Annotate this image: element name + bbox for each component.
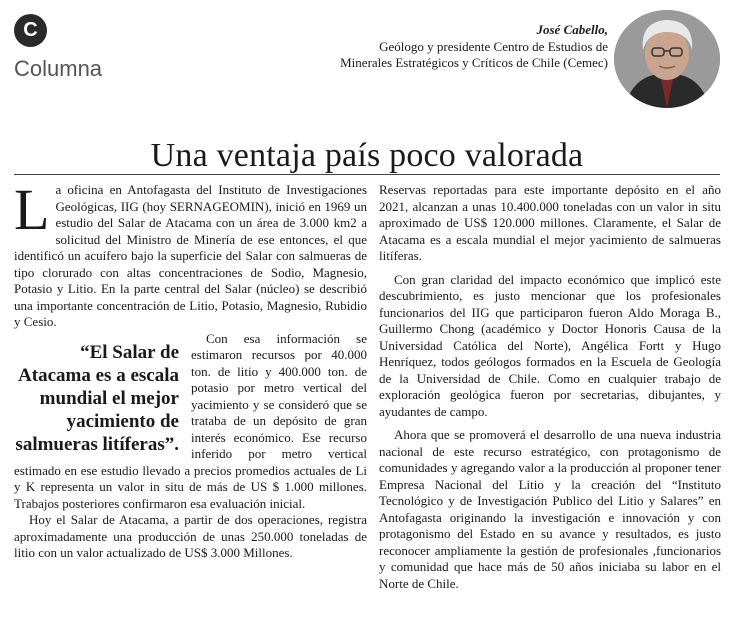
paragraph-1	[14, 177, 367, 331]
paragraph-6: Ahora que se promoverá el desarrollo de una nueva industria nacional de este recurso estratégico, con protagonismo de comunidades y agregando valor a la producción al proponer tener Empresa Nacional del Litio y la creación del “Instituto Tecnológico y de Investigación Publico del Litio y Salares” en Antofagasta originando la investigación e innovación y con protagonismo del Estado en su avance y resultados, es justo reconocer ampliamente la gestión de profesionales ,funcionarios y comunidad que hace más de 50 años iniciaba su labor en el Norte de Chile.	[379, 427, 721, 591]
header-rule	[14, 174, 720, 175]
author-role-line2: Minerales Estratégicos y Críticos de Chile (Cemec)	[340, 55, 608, 70]
drop-cap: L	[14, 177, 50, 242]
paragraph-2: Con esa información se estimaron recursos por 40.000 ton. de litio y 400.000 ton. de potasio por metro vertical del yacimiento y se consideró que se trataba de un depósito de gran interés económico. Ese recurso inferido por metro vertical estimado en ese estudio llevado a precios promedios actuales de Li y K representa un valor in situ de más de US $ 1.000 millones. Trabajos posteriores confirmaron esa evaluación inicial.	[14, 330, 367, 511]
paragraph-3: Hoy el Salar de Atacama, a partir de dos operaciones, registra aproximadamente una producción de unas 250.000 toneladas de litio con un valor actualizado de US$ 3.000 Millones.	[14, 512, 367, 560]
headline: Una ventaja país poco valorada	[150, 136, 584, 174]
author-name: José Cabello,	[536, 22, 608, 37]
author-byline	[340, 22, 608, 72]
paragraph-5: Con gran claridad del impacto económico que implicó este descubrimiento, es justo mencionar que los profesionales funcionarios del IIG que participaron fueron Aldo Moraga B., Guillermo Chong (académico y Doctor Honoris Causa de la Universidad Católica del Norte), Angélica Fortt y Hugo Henríquez, todos geólogos formados en la Escuela de Geología de la Universidad de Chile. Como en cualquier trabajo de exploración geológica fueron por secretarias, dibujantes, y ayudantes de campo.	[379, 271, 721, 419]
left-column	[14, 177, 367, 562]
right-column	[379, 182, 721, 592]
section-label: Columna	[14, 56, 103, 81]
pull-quote: “El Salar de Atacama es a escala mundial el mejor yacimiento de salmueras litíferas”.	[15, 341, 179, 455]
author-photo	[614, 10, 720, 108]
author-role-line1: Geólogo y presidente Centro de Estudios de	[379, 38, 608, 54]
paragraph-1-text: a oficina en Antofagasta del Instituto de Investigaciones Geológicas, IIG (hoy SERNAGEOMIN), inició en 1969 un estudio del Salar de Atacama con un área de 3.000 km2 a solicitud del Ministro de Minería de ese entonces, el que identificó un acuífero bajo la superficie del Salar con salmueras de tipo clorurado con altas concentraciones de Sodio, Magnesio, Potasio y Litio. En la parte central del Salar (núcleo) se describió una importante concentración de Litio, Potasio, Magnesio, Rubidio y Cesio.	[14, 182, 367, 329]
paragraph-4: Reservas reportadas para este importante depósito en el año 2021, alcanzan a unas 10.400.000 toneladas con un valor in situ aproximado de US$ 120.000 millones. Claramente, el Salar de Atacama es a escala mundial el mejor yacimiento de salmueras litíferas.	[379, 182, 721, 263]
column-badge: C	[14, 14, 47, 47]
